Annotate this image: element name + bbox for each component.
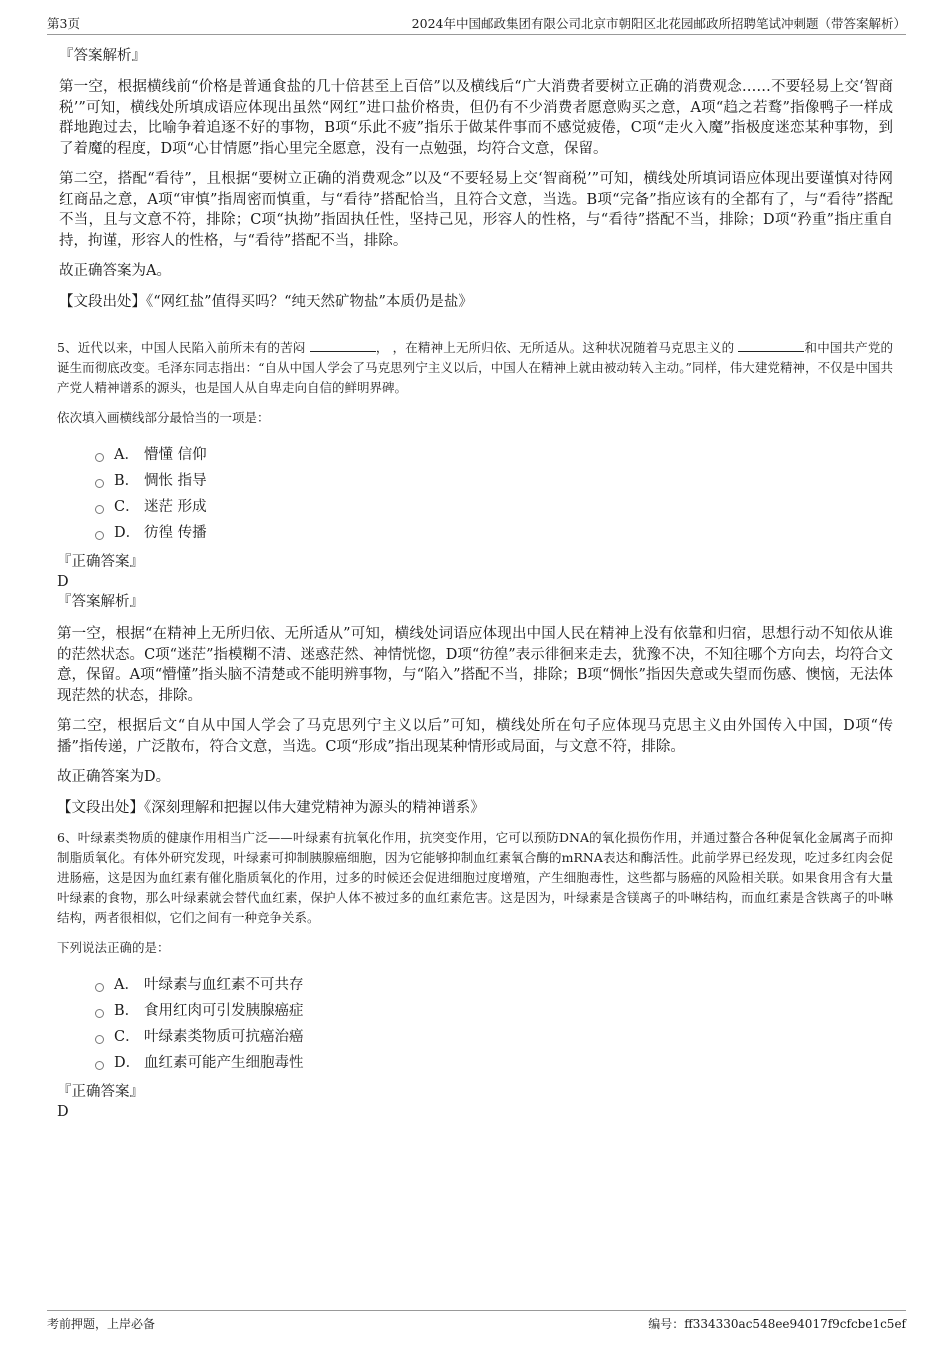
- options-list: [95, 972, 893, 1076]
- fill-blank: [310, 339, 376, 352]
- analysis-label: 『答案解析』: [59, 48, 146, 64]
- page-content: [57, 46, 893, 1122]
- question-stem: 5、近代以来，中国人民陷入前所未有的苦闷 ， ，在精神上无所归依、无所适从。这种状况随着马克思主义的 和中国共产党的诞生而彻底改变。毛泽东同志指出：“自从中国人学会了马克思列宁主义以后，中国人在精神上就由被动转入主动。”同样，伟大建党精神，不仅是中国共产党人精神谱系的源头，也是国人从自卑走向自信的鲜明界碑。: [57, 340, 893, 395]
- option-letter: B．: [114, 1003, 140, 1019]
- option-b[interactable]: [95, 468, 893, 494]
- radio-icon[interactable]: [95, 1061, 104, 1070]
- option-c[interactable]: [95, 494, 893, 520]
- analysis-paragraph: 第一空，根据“在精神上无所归依、无所适从”可知，横线处词语应体现出中国人民在精神上没有依靠和归宿，思想行动不知依从谁的茫然状态。C项“迷茫”指模糊不清、迷惑茫然、神情恍惚，D项“彷徨”表示徘徊来走去，犹豫不决，不知往哪个方向去，均符合文意，保留。A项“懵懂”指头脑不清楚或不能明辨事物，与“陷入”搭配不当，排除；B项“惆怅”指因失意或失望而伤感、懊恼，无法体现茫然的状态，排除。: [57, 626, 893, 704]
- question-prompt: 下列说法正确的是：: [57, 940, 170, 955]
- options-list: [95, 442, 893, 546]
- option-text: 懵懂 信仰: [144, 447, 207, 463]
- option-c[interactable]: [95, 1024, 893, 1050]
- option-d[interactable]: [95, 1050, 893, 1076]
- question-prompt: 依次填入画横线部分最恰当的一项是：: [57, 410, 270, 425]
- option-letter: C．: [114, 499, 140, 515]
- option-text: 食用红肉可引发胰腺癌症: [144, 1003, 304, 1019]
- option-d[interactable]: [95, 520, 893, 546]
- page-header: [47, 12, 906, 35]
- radio-icon[interactable]: [95, 505, 104, 514]
- radio-icon[interactable]: [95, 479, 104, 488]
- radio-icon[interactable]: [95, 531, 104, 540]
- answer-label: 『正确答案』: [57, 1084, 144, 1100]
- document-title: 2024年中国邮政集团有限公司北京市朝阳区北花园邮政所招聘笔试冲刺题（带答案解析）: [411, 16, 906, 31]
- answer-value: D: [57, 1104, 69, 1120]
- stem-text: 5、近代以来，中国人民陷入前所未有的苦闷: [57, 340, 306, 355]
- option-text: 惆怅 指导: [144, 473, 207, 489]
- q4-analysis: [57, 46, 893, 312]
- question-5: [57, 338, 893, 818]
- option-letter: C．: [114, 1029, 140, 1045]
- analysis-conclusion: 故正确答案为D。: [57, 769, 171, 785]
- stem-text: ，在精神上无所归依、无所适从。这种状况随着马克思主义的: [392, 340, 735, 355]
- page-footer: [47, 1310, 906, 1333]
- footer-slogan: 考前押题，上岸必备: [47, 1317, 156, 1331]
- source-citation: 【文段出处】《“网红盐”值得买吗？“纯天然矿物盐”本质仍是盐》: [59, 293, 473, 310]
- option-text: 血红素可能产生细胞毒性: [144, 1055, 304, 1071]
- option-a[interactable]: [95, 442, 893, 468]
- question-6: [57, 828, 893, 1122]
- radio-icon[interactable]: [95, 1035, 104, 1044]
- fill-blank: [738, 339, 804, 352]
- option-letter: A．: [114, 977, 139, 993]
- analysis-conclusion: 故正确答案为A。: [59, 263, 171, 279]
- option-text: 迷茫 形成: [144, 499, 207, 515]
- analysis-paragraph: 第一空，根据横线前“价格是普通食盐的几十倍甚至上百倍”以及横线后“广大消费者要树立正确的消费观念……不要轻易上交‘智商税’”可知，横线处所填成语应体现出虽然“网红”进口盐价格贵，但仍有不少消费者愿意购买之意，A项“趋之若鹜”指像鸭子一样成群地跑过去，比喻争着追逐不好的事物，B项“乐此不疲”指乐于做某件事而不感觉疲倦，C项“走火入魔”指极度迷恋某种事物，到了着魔的程度，D项“心甘情愿”指心里完全愿意，没有一点勉强，均符合文意，保留。: [59, 79, 893, 157]
- page-number: 第3页: [47, 16, 80, 31]
- radio-icon[interactable]: [95, 983, 104, 992]
- source-citation: 【文段出处】《深刻理解和把握以伟大建党精神为源头的精神谱系》: [57, 799, 485, 816]
- option-text: 叶绿素类物质可抗癌治癌: [144, 1029, 304, 1045]
- answer-label: 『正确答案』: [57, 554, 144, 570]
- answer-value: D: [57, 574, 69, 590]
- option-b[interactable]: [95, 998, 893, 1024]
- question-stem: 6、叶绿素类物质的健康作用相当广泛——叶绿素有抗氧化作用，抗突变作用，它可以预防DNA的氧化损伤作用，并通过螯合各种促氧化金属离子而抑制脂质氧化。有体外研究发现，叶绿素可抑制胰腺癌细胞，因为它能够抑制血红素氧合酶的mRNA表达和酶活性。此前学界已经发现，吃过多红肉会促进肠癌，这是因为血红素有催化脂质氧化的作用，过多的时候还会促进细胞过度增殖，产生细胞毒性，这些都与肠癌的风险相关联。如果食用含有大量叶绿素的食物，那么叶绿素就会替代血红素，保护人体不被过多的血红素危害。这是因为，叶绿素是含镁离子的卟啉结构，而血红素是含铁离子的卟啉结构，两者很相似，它们之间有一种竞争关系。: [57, 830, 893, 925]
- radio-icon[interactable]: [95, 453, 104, 462]
- radio-icon[interactable]: [95, 1009, 104, 1018]
- analysis-label: 『答案解析』: [57, 594, 144, 610]
- analysis-paragraph: 第二空，搭配“看待”，且根据“要树立正确的消费观念”以及“不要轻易上交‘智商税’”可知，横线处所填词语应体现出要谨慎对待网红商品之意，A项“审慎”指周密而慎重，与“看待”搭配恰当，且符合文意，当选。B项“完备”指应该有的全都有了，与“看待”搭配不当，且与文意不符，排除；C项“执拗”指固执任性，坚持己见，形容人的性格，与“看待”搭配不当，排除；D项“矜重”指庄重自持，拘谨，形容人的性格，与“看待”搭配不当，排除。: [59, 171, 893, 249]
- option-text: 彷徨 传播: [144, 525, 207, 541]
- option-letter: B．: [114, 473, 140, 489]
- document-code: 编号：ff334330ac548ee94017f9cfcbe1c5ef: [648, 1317, 906, 1331]
- analysis-paragraph: 第二空，根据后文“自从中国人学会了马克思列宁主义以后”可知，横线处所在句子应体现马克思主义由外国传入中国，D项“传播”指传递，广泛散布，符合文意，当选。C项“形成”指出现某种情形或局面，与文意不符，排除。: [57, 718, 893, 755]
- option-letter: D．: [114, 1055, 141, 1071]
- option-a[interactable]: [95, 972, 893, 998]
- option-letter: D．: [114, 525, 141, 541]
- stem-text: 和中国共产党的诞生而彻底改变。毛泽东同志指出：“自从中国人学会了马克思列宁主义以后，中国人在精神上就由被动转入主动。”同样，伟大建党精神，不仅是中国共产党人精神谱系的源头，也是国人从自卑走向自信的鲜明界碑。: [57, 340, 893, 395]
- option-text: 叶绿素与血红素不可共存: [144, 977, 304, 993]
- option-letter: A．: [114, 447, 139, 463]
